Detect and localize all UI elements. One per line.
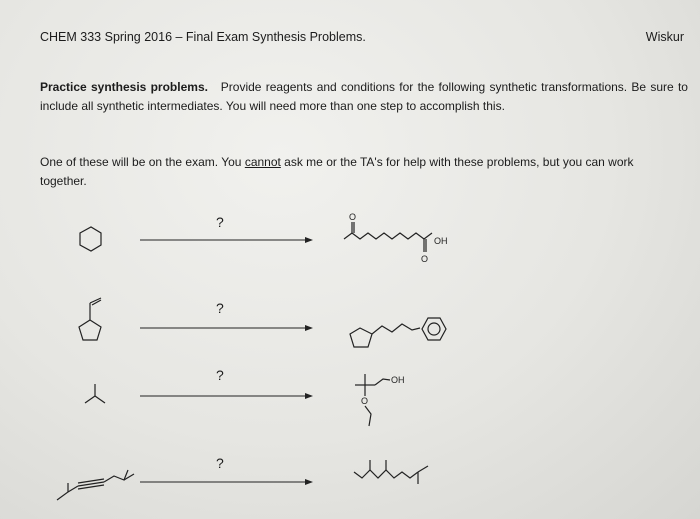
product-3-oxygen-label: O bbox=[361, 396, 369, 406]
isobutane-reactant bbox=[85, 384, 105, 403]
note-emphasis: cannot bbox=[244, 155, 281, 169]
product-3-oh-label: OH bbox=[391, 375, 405, 385]
product-1-ketone-oxygen: O bbox=[421, 254, 429, 264]
arrow-4 bbox=[140, 479, 313, 485]
instructions-body: Provide reagents and conditions for the following synthetic transformations. Be sure to include all synthetic intermediates. You will need more than one step to accomplish this. bbox=[40, 80, 688, 113]
reagent-label-1: ? bbox=[216, 214, 224, 230]
alkyne-reactant bbox=[57, 470, 134, 500]
page-title: CHEM 333 Spring 2016 – Final Exam Synthesis Problems. bbox=[40, 30, 366, 44]
branched-alkane-product bbox=[354, 460, 428, 484]
ether-alcohol-product bbox=[355, 374, 405, 426]
cyclopentyl-phenyl-product bbox=[350, 318, 446, 347]
note-part-1: One of these will be on the exam. You bbox=[40, 155, 245, 169]
arrow-1 bbox=[140, 237, 313, 243]
reagent-label-2: ? bbox=[216, 300, 224, 316]
product-1-keto-oxygen: O bbox=[349, 212, 357, 222]
cyclohexane-reactant bbox=[80, 227, 101, 251]
reagent-label-3: ? bbox=[216, 367, 224, 383]
vinylcyclopentane-reactant bbox=[79, 298, 101, 340]
arrow-3 bbox=[140, 393, 313, 399]
instructions-heading: Practice synthesis problems. bbox=[40, 80, 208, 94]
author-name: Wiskur bbox=[645, 30, 684, 44]
note-part-2: ask me or the TA's for help with these problems, but you can work together. bbox=[40, 155, 634, 188]
product-1-oh-label: OH bbox=[434, 236, 448, 246]
reagent-label-4: ? bbox=[216, 455, 224, 471]
keto-acid-product bbox=[344, 212, 448, 264]
arrow-2 bbox=[140, 325, 313, 331]
